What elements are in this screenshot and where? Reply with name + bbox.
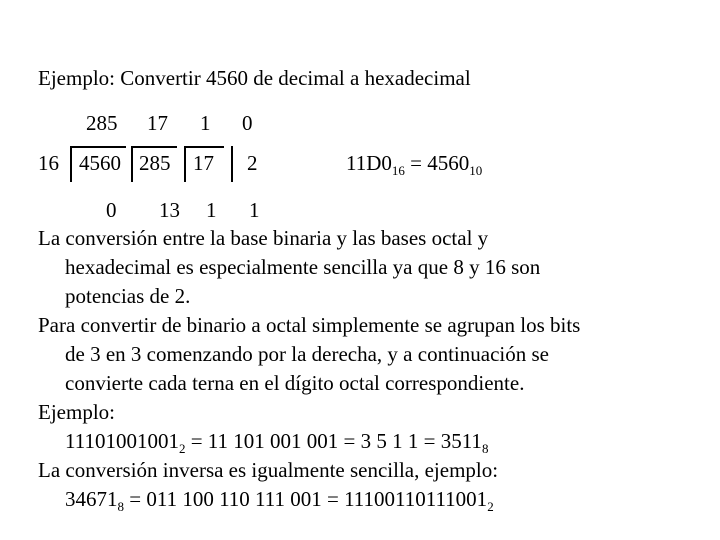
division-top-3 <box>184 146 224 148</box>
quotient-4: 0 <box>242 111 253 135</box>
division-bar-1 <box>70 146 72 182</box>
remainder-1: 0 <box>106 198 117 222</box>
result-equals: = <box>410 151 422 175</box>
example-label: Ejemplo: <box>38 400 115 424</box>
division-bar-2 <box>131 146 133 182</box>
remainder-3: 1 <box>206 198 217 222</box>
example-1-octal-base: 8 <box>481 441 489 456</box>
division-bar-3 <box>184 146 186 182</box>
paragraph-3-line-1: La conversión inversa es igualmente sencilla, ejemplo: <box>38 458 499 482</box>
remainder-4: 1 <box>249 198 260 222</box>
paragraph-1-line-3: potencias de 2. <box>65 284 191 308</box>
quotient-2: 17 <box>147 111 168 135</box>
paragraph-2-line-1: Para convertir de binario a octal simplemente se agrupan los bits <box>38 313 581 337</box>
dividend-2: 285 <box>139 151 171 175</box>
dividend-1: 4560 <box>79 151 121 175</box>
paragraph-1-line-1: La conversión entre la base binaria y las bases octal y <box>38 226 489 250</box>
remainder-2: 13 <box>159 198 180 222</box>
paragraph-1-line-2: hexadecimal es especialmente sencilla ya que 8 y 16 son <box>65 255 541 279</box>
example-2-octal: 34671 <box>65 487 118 511</box>
result-hex: 11D0 <box>346 151 392 175</box>
example-2-rest: = 011 100 110 111 001 = 11100110111001 <box>124 487 488 511</box>
example-2-binary-base: 2 <box>487 499 494 514</box>
conversion-result <box>346 151 483 178</box>
paragraph-2-line-2: de 3 en 3 comenzando por la derecha, y a continuación se <box>65 342 549 366</box>
division-top-2 <box>131 146 177 148</box>
dividend-4: 2 <box>247 151 258 175</box>
example-1-binary: 11101001001 <box>65 429 179 453</box>
quotient-1: 285 <box>86 111 118 135</box>
result-hex-base: 16 <box>391 163 405 178</box>
quotient-3: 1 <box>200 111 211 135</box>
division-top-1 <box>70 146 126 148</box>
example-1-rest: = 11 101 001 001 = 3 5 1 1 = 3511 <box>185 429 482 453</box>
result-dec: 4560 <box>427 151 470 175</box>
divisor: 16 <box>38 151 59 175</box>
division-bar-4 <box>231 146 233 182</box>
example-1-binary-base: 2 <box>178 441 186 456</box>
example-2-octal-base: 8 <box>117 499 124 514</box>
result-dec-base: 10 <box>469 163 483 178</box>
example-2-line <box>65 487 494 514</box>
page-title: Ejemplo: Convertir 4560 de decimal a hexadecimal <box>38 66 471 90</box>
example-1-line <box>65 429 489 456</box>
dividend-3: 17 <box>193 151 214 175</box>
paragraph-2-line-3: convierte cada terna en el dígito octal correspondiente. <box>65 371 525 395</box>
